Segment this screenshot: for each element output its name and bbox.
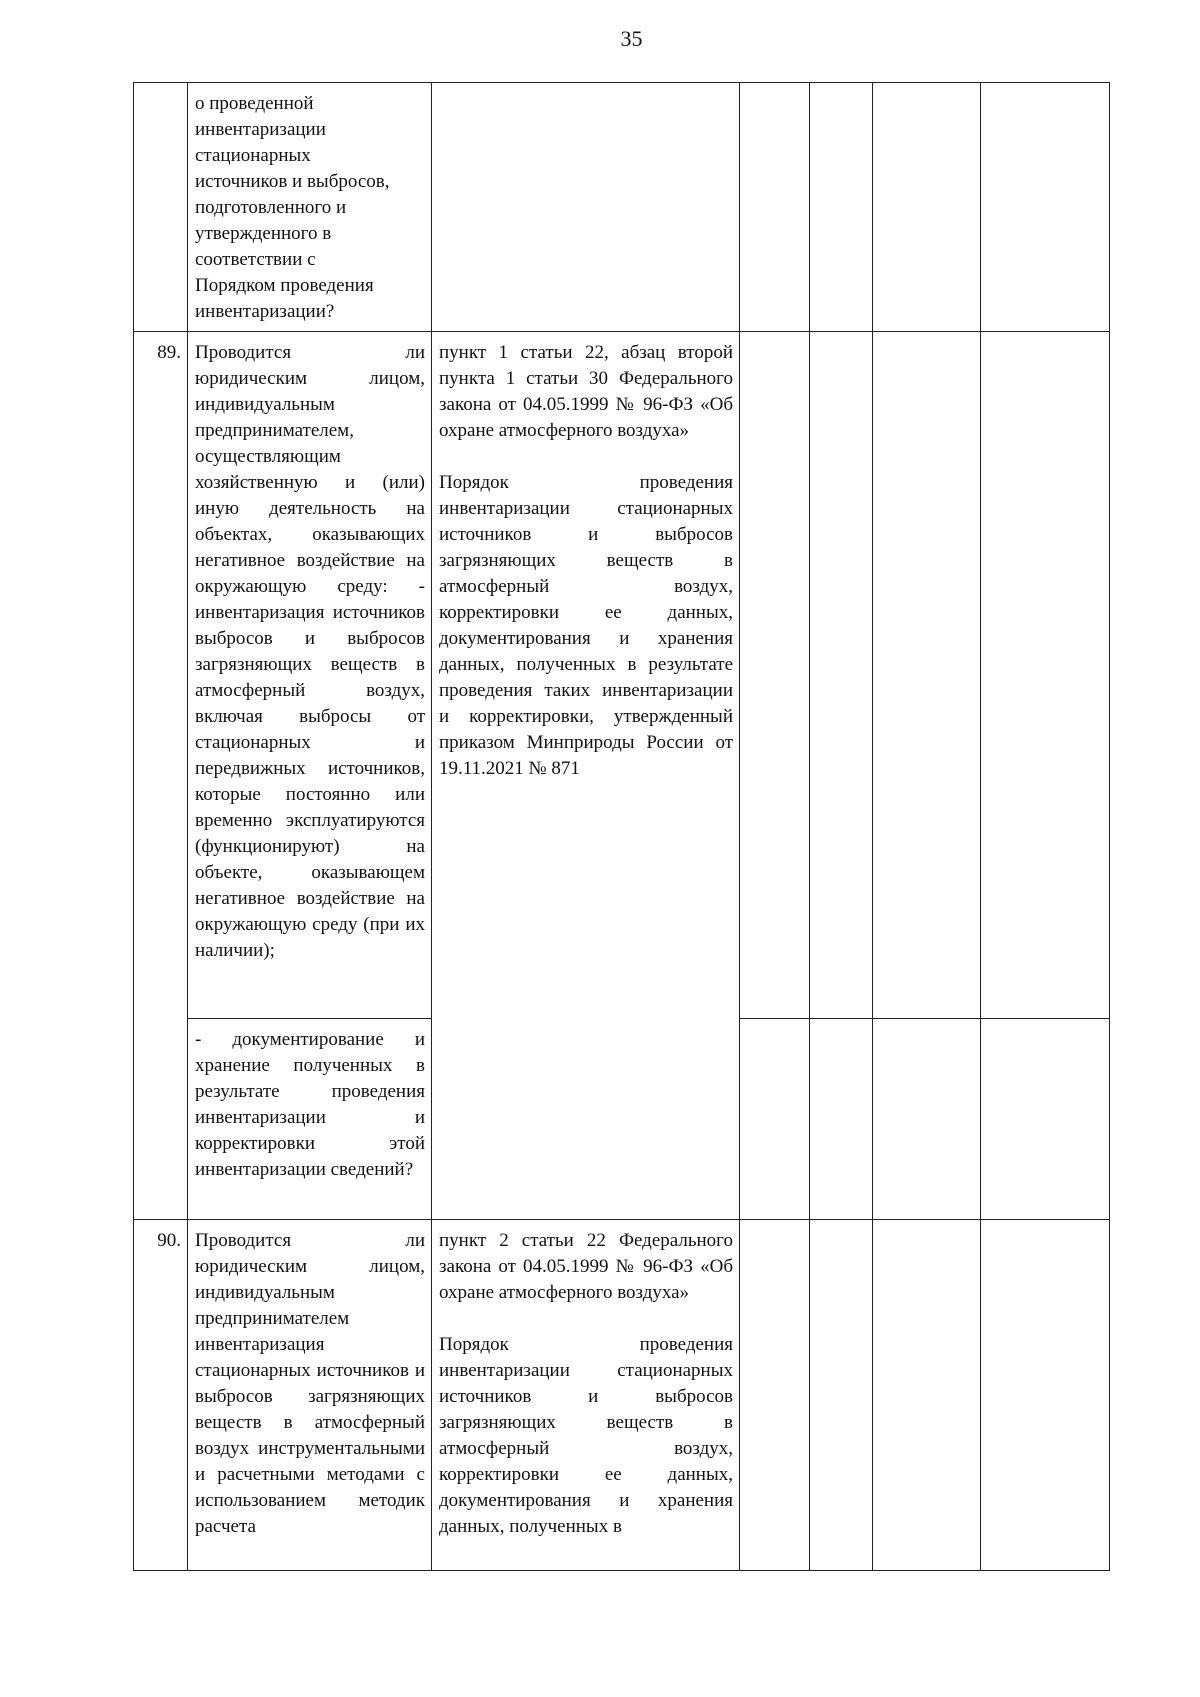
question-cell: [188, 83, 432, 332]
answer-cell-3: [873, 1220, 981, 1571]
reference-law: пункт 2 статьи 22 Федерального закона от 04.05.1999 № 96-ФЗ «Об охране атмосферного воздуха»: [439, 1230, 733, 1303]
note-cell: [981, 332, 1110, 1019]
answer-cell-2: [810, 1220, 873, 1571]
question-cell: [188, 1220, 432, 1571]
answer-cell-1: [740, 1220, 810, 1571]
question-text: о проведенной инвентаризации стационарных источников и выбросов, подготовленного и утвержденного в соответствии с Порядком проведения инвентаризации?: [195, 93, 390, 322]
row-number-cell: 90.: [134, 1220, 188, 1571]
row-number-cell: 89.: [134, 332, 188, 1220]
note-cell: [981, 1220, 1110, 1571]
question-text: - документирование и хранение полученных в результате проведения инвентаризации и корректировки этой инвентаризации сведений?: [195, 1029, 425, 1180]
checklist-table-container: [133, 82, 1109, 1571]
answer-cell-3: [873, 332, 981, 1019]
note-cell: [981, 83, 1110, 332]
question-text: Проводится ли юридическим лицом, индивидуальным предпринимателем инвентаризация стационарных источников и выбросов загрязняющих веществ в атмосферный воздух инструментальными и расчетными методами с использованием методик расчета: [195, 1230, 425, 1537]
reference-cell: [432, 1220, 740, 1571]
answer-cell-2: [810, 83, 873, 332]
question-cell: [188, 1019, 432, 1220]
reference-order: Порядок проведения инвентаризации стационарных источников и выбросов загрязняющих веществ в атмосферный воздух, корректировки ее данных, документирования и хранения данных, полученных в результате проведения таких инвентаризации и корректировки, утвержденный приказом Минприроды России от 19.11.2021 № 871: [439, 472, 733, 779]
question-cell: [188, 332, 432, 1019]
answer-cell-1: [740, 83, 810, 332]
answer-cell-2: [810, 1019, 873, 1220]
reference-law: пункт 1 статьи 22, абзац второй пункта 1 статьи 30 Федерального закона от 04.05.1999 № 96-ФЗ «Об охране атмосферного воздуха»: [439, 342, 733, 441]
table-row-89: [134, 332, 1110, 1019]
checklist-table: [133, 82, 1110, 1571]
page-number: 35: [620, 26, 643, 51]
table-row-90: [134, 1220, 1110, 1571]
question-text: Проводится ли юридическим лицом, индивидуальным предпринимателем, осуществляющим хозяйственную и (или) иную деятельность на объектах, оказывающих негативное воздействие на окружающую среду: - инвентаризация источников выбросов и выбросов загрязняющих веществ в атмосферный воздух, включая выбросы от стационарных и передвижных источников, которые постоянно или временно эксплуатируются (функционируют) на объекте, оказывающем негативное воздействие на окружающую среду (при их наличии);: [195, 342, 425, 961]
answer-cell-3: [873, 83, 981, 332]
answer-cell-3: [873, 1019, 981, 1220]
row-number-cell: [134, 83, 188, 332]
answer-cell-1: [740, 332, 810, 1019]
answer-cell-2: [810, 332, 873, 1019]
note-cell: [981, 1019, 1110, 1220]
reference-order: Порядок проведения инвентаризации стационарных источников и выбросов загрязняющих веществ в атмосферный воздух, корректировки ее данных, документирования и хранения данных, полученных в: [439, 1334, 733, 1537]
table-row-continuation: [134, 83, 1110, 332]
answer-cell-1: [740, 1019, 810, 1220]
reference-cell: [432, 332, 740, 1220]
reference-cell: [432, 83, 740, 332]
